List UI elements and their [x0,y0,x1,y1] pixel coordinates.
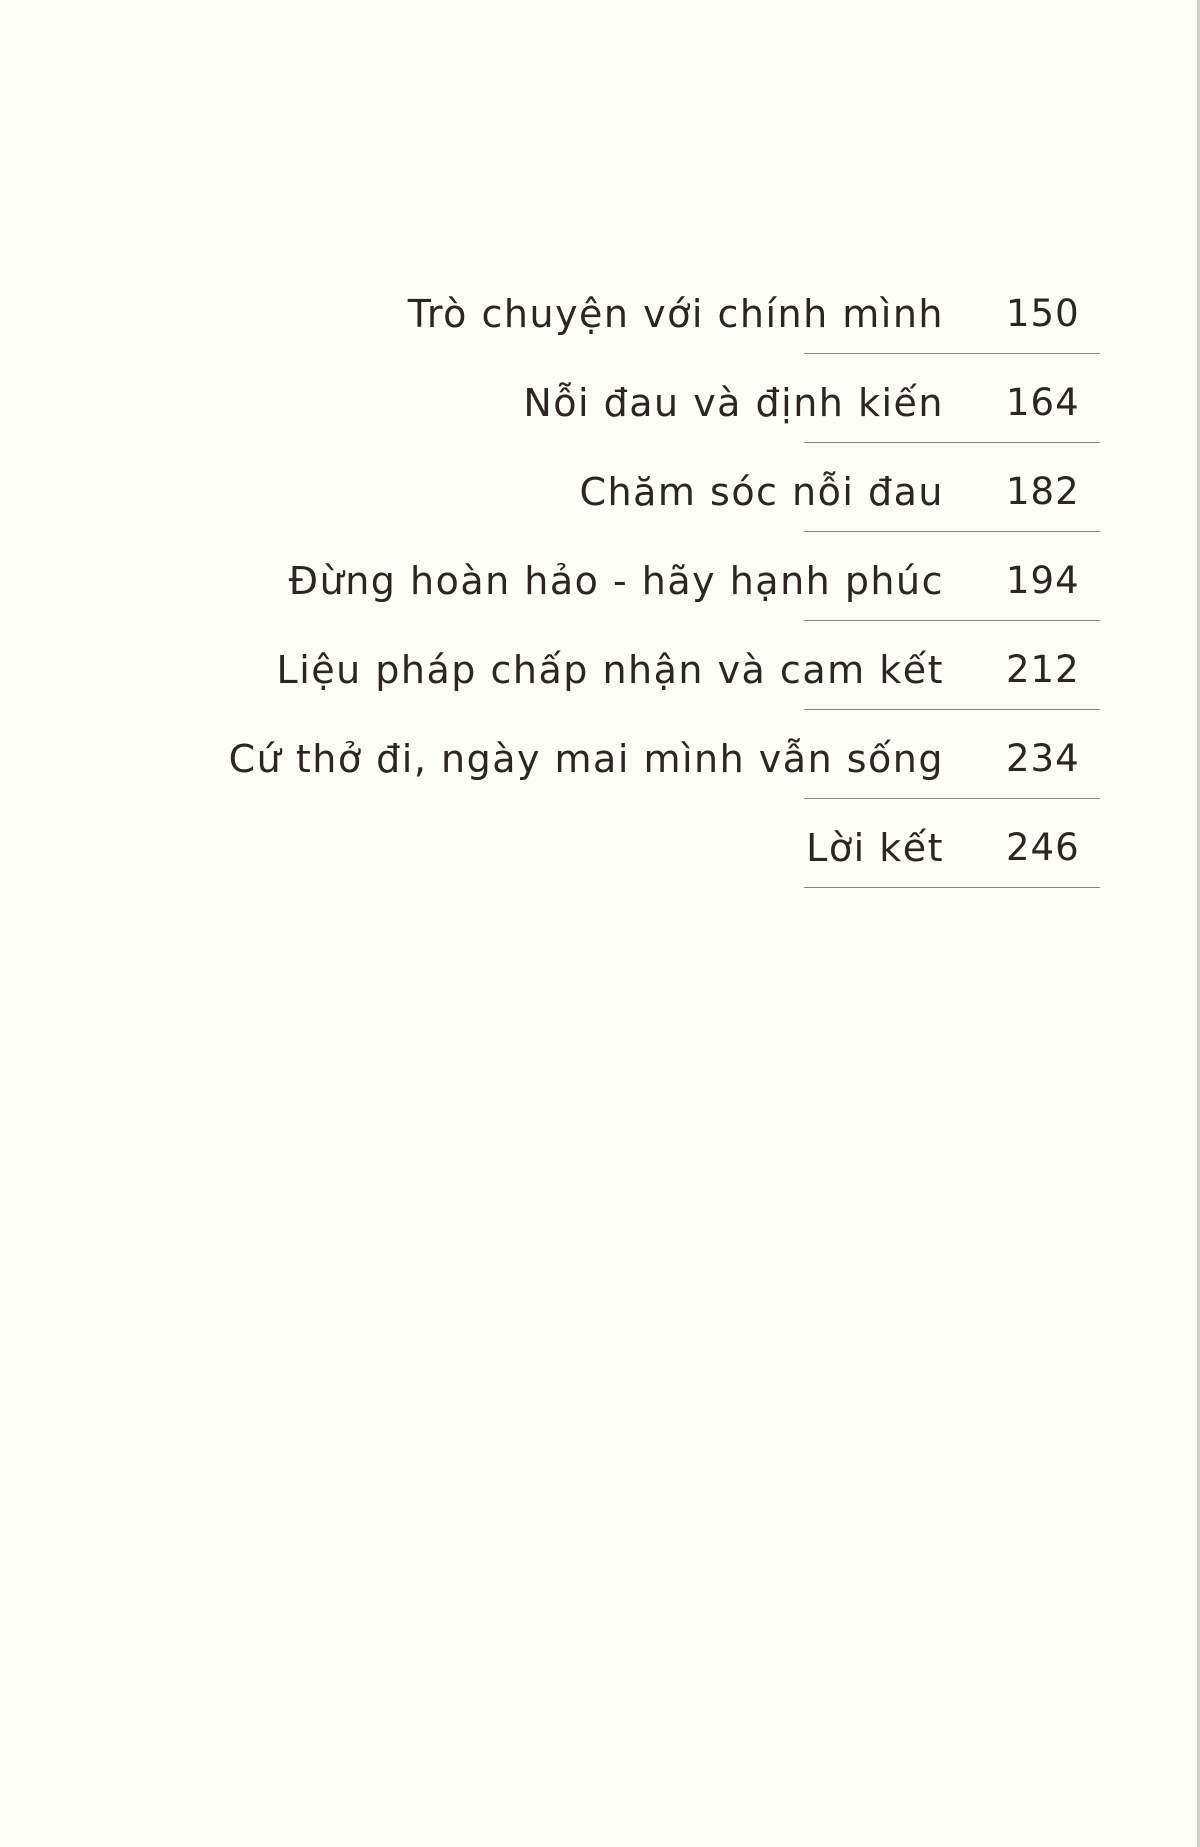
toc-entry-divider [804,887,1100,888]
toc-entry-page-number: 212 [1006,648,1080,691]
toc-entry-page-number: 234 [1006,737,1080,780]
toc-entry [0,824,1200,913]
toc-entry [0,379,1200,468]
toc-entry-divider [804,531,1100,532]
toc-entry-title: Liệu pháp chấp nhận và cam kết [276,648,944,692]
toc-entry [0,290,1200,379]
toc-entry-divider [804,620,1100,621]
toc-entry-divider [804,442,1100,443]
toc-entry-title: Nỗi đau và định kiến [523,381,944,425]
toc-entry-divider [804,353,1100,354]
toc-entry-title: Trò chuyện với chính mình [407,292,944,336]
toc-entry-title: Lời kết [806,826,944,870]
toc-entry-title: Cứ thở đi, ngày mai mình vẫn sống [228,737,944,781]
toc-entry-page-number: 150 [1006,292,1080,335]
toc-entry [0,468,1200,557]
table-of-contents [0,290,1200,913]
toc-entry [0,646,1200,735]
toc-entry [0,735,1200,824]
toc-entry-page-number: 246 [1006,826,1080,869]
toc-entry-page-number: 182 [1006,470,1080,513]
toc-entry-title: Chăm sóc nỗi đau [579,470,944,514]
toc-entry-divider [804,798,1100,799]
toc-entry-page-number: 164 [1006,381,1080,424]
toc-entry-page-number: 194 [1006,559,1080,602]
toc-entry-title: Đừng hoàn hảo - hãy hạnh phúc [288,559,944,603]
toc-entry [0,557,1200,646]
toc-entry-divider [804,709,1100,710]
